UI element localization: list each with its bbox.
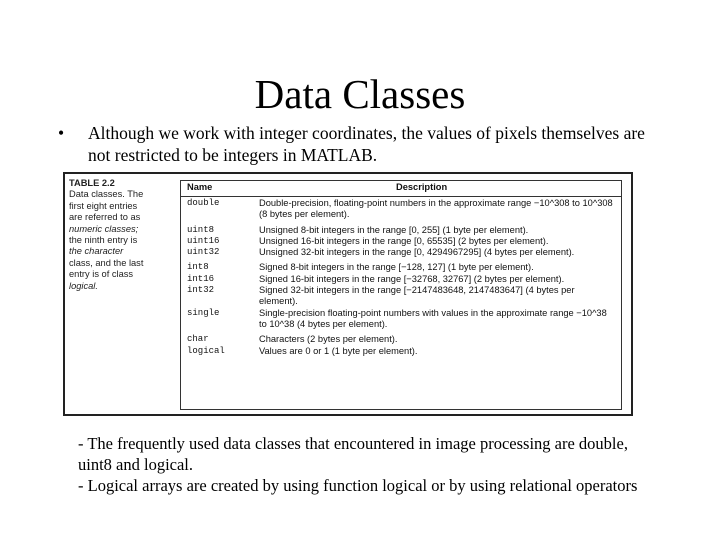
table-row — [181, 334, 621, 345]
row-name: char — [187, 334, 209, 345]
row-description: Values are 0 or 1 (1 byte per element). — [259, 345, 418, 356]
table-label: TABLE 2.2 — [69, 178, 115, 188]
caption-line: class, and the last — [69, 257, 144, 268]
row-description: Single-precision floating-point numbers with values in the approximate range −10^38 to 10^38 (4 bytes per element). — [259, 307, 607, 329]
table-body — [181, 198, 621, 357]
row-description: Unsigned 32-bit integers in the range [0, 4294967295] (4 bytes per element). — [259, 247, 575, 258]
row-name: uint8 — [187, 224, 215, 235]
table-figure — [63, 172, 633, 416]
row-name: logical — [187, 345, 225, 356]
data-classes-table — [180, 180, 622, 410]
row-description: Characters (2 bytes per element). — [259, 334, 398, 345]
table-header — [181, 181, 621, 197]
table-row — [181, 346, 621, 357]
row-description: Signed 32-bit integers in the range [−2147483648, 2147483647] (4 bytes per element). — [259, 285, 575, 307]
table-row — [181, 247, 621, 258]
row-name: int16 — [187, 273, 215, 284]
note-line: - The frequently used data classes that encountered in image processing are double, uint8 and logical. — [78, 434, 628, 474]
row-name: int32 — [187, 285, 215, 296]
column-header-description: Description — [396, 182, 448, 192]
table-row — [181, 198, 621, 221]
row-name: int8 — [187, 262, 209, 273]
table-row — [181, 285, 621, 308]
table-row — [181, 274, 621, 285]
column-header-name: Name — [187, 182, 213, 192]
bullet-symbol: • — [58, 123, 65, 143]
row-description: Unsigned 16-bit integers in the range [0, 65535] (2 bytes per element). — [259, 235, 549, 246]
table-caption — [69, 178, 173, 292]
row-name: single — [187, 307, 220, 318]
caption-line: entry is of class — [69, 269, 134, 280]
bullet-text: Although we work with integer coordinates, the values of pixels themselves are not restricted to be integers in MATLAB. — [88, 123, 645, 165]
notes — [78, 433, 658, 496]
caption-line: Data classes. The — [69, 189, 144, 200]
caption-line: are referred to as — [69, 212, 141, 223]
row-description: Signed 16-bit integers in the range [−32768, 32767] (2 bytes per element). — [259, 273, 565, 284]
row-name: uint16 — [187, 235, 220, 246]
row-description: Unsigned 8-bit integers in the range [0, 255] (1 byte per element). — [259, 224, 529, 235]
caption-line: logical. — [69, 280, 98, 291]
slide-title: Data Classes — [254, 71, 466, 117]
caption-line: the character — [69, 246, 124, 257]
row-description: Double-precision, floating-point numbers in the approximate range −10^308 to 10^308 (8 bytes per element). — [259, 198, 613, 220]
note-line: - Logical arrays are created by using function logical or by using relational operators — [78, 476, 638, 495]
row-description: Signed 8-bit integers in the range [−128, 127] (1 byte per element). — [259, 262, 534, 273]
caption-line: first eight entries — [69, 200, 138, 211]
caption-line: the ninth entry is — [69, 235, 138, 246]
table-row — [181, 308, 621, 331]
table-row — [181, 236, 621, 247]
row-name: uint32 — [187, 247, 220, 258]
row-name: double — [187, 198, 220, 208]
table-row — [181, 225, 621, 236]
caption-line: numeric classes; — [69, 223, 139, 234]
table-row — [181, 262, 621, 273]
